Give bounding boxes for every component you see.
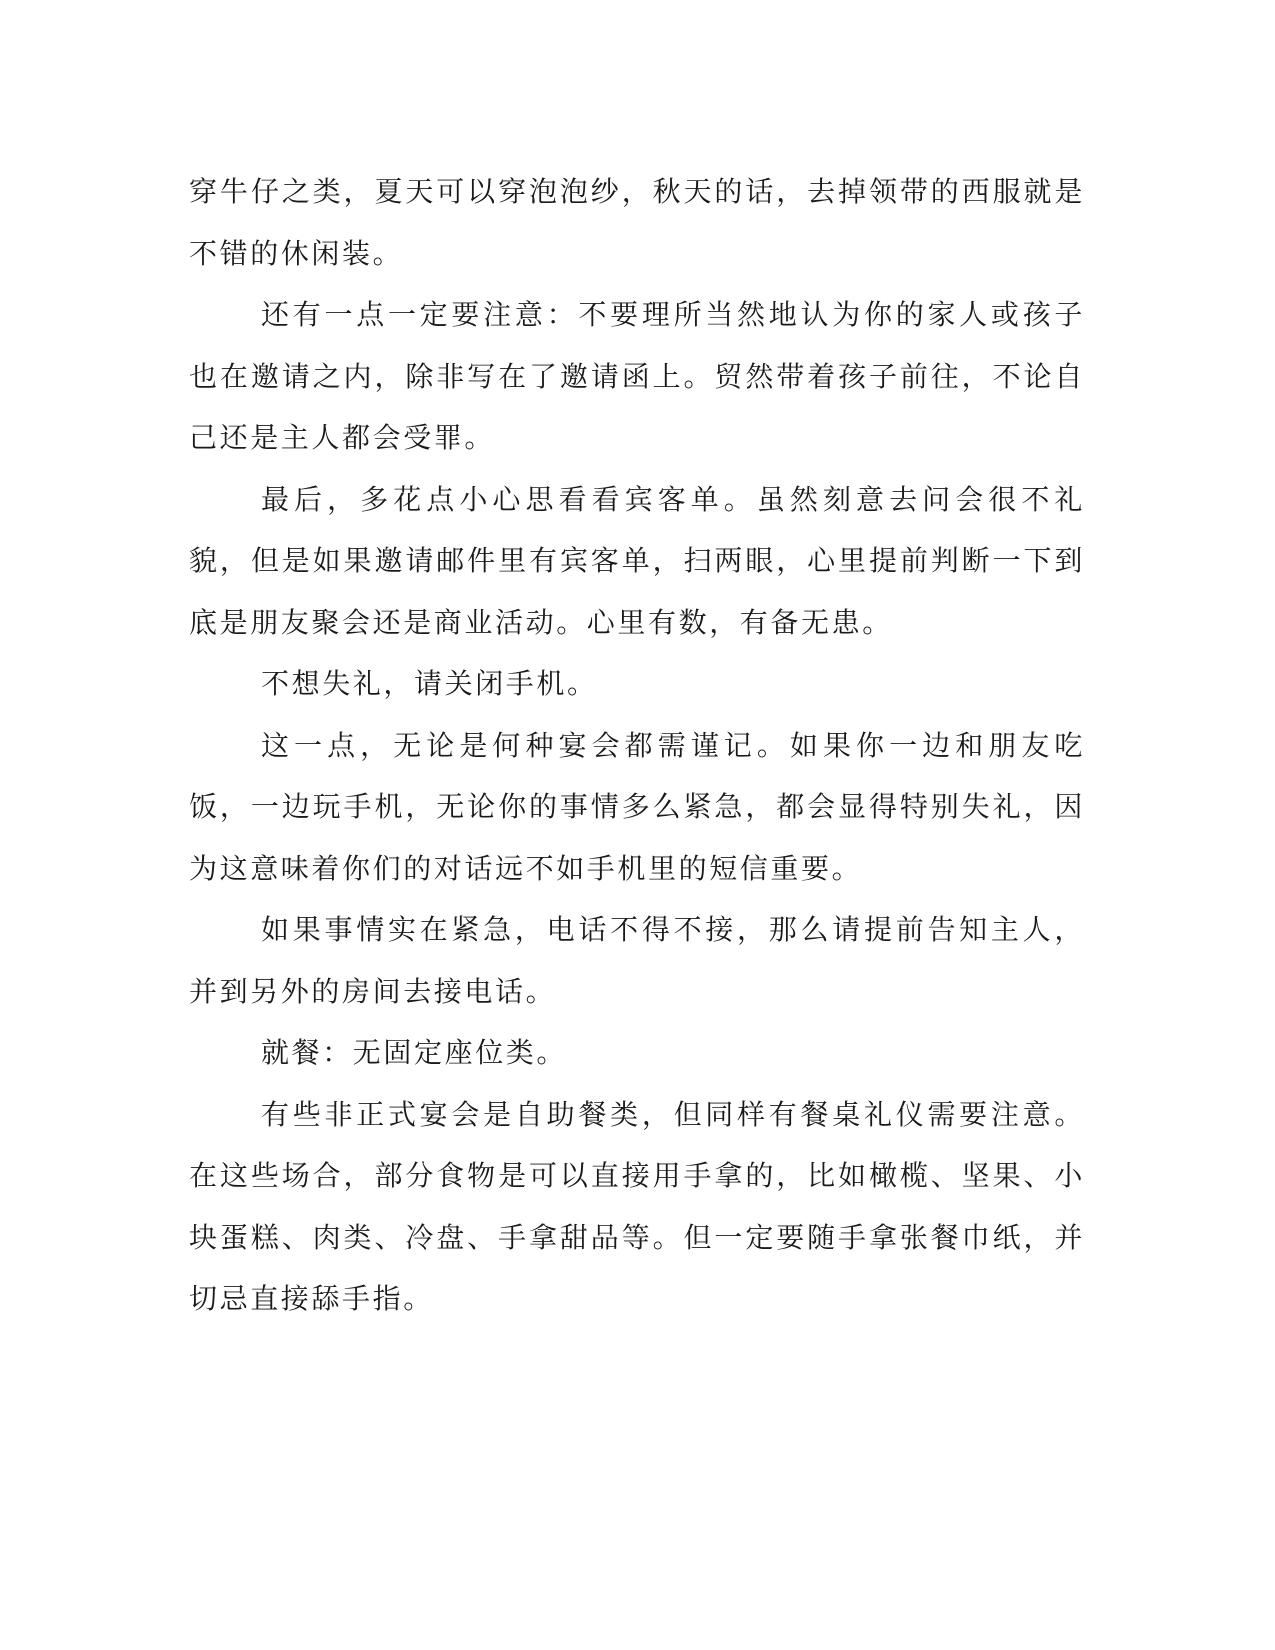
paragraph-phone-etiquette: 这一点，无论是何种宴会都需谨记。如果你一边和朋友吃饭，一边玩手机，无论你的事情多么紧急，都会显得特别失礼，因为这意味着你们的对话远不如手机里的短信重要。 [189,728,1085,885]
paragraph-continuation: 穿牛仔之类，夏天可以穿泡泡纱，秋天的话，去掉领带的西服就是不错的休闲装。 [189,175,1085,270]
paragraph-dining-heading: 就餐：无固定座位类。 [261,1036,568,1069]
paragraph-phone-heading: 不想失礼，请关闭手机。 [261,667,598,700]
paragraph-buffet-etiquette: 有些非正式宴会是自助餐类，但同样有餐桌礼仪需要注意。在这些场合，部分食物是可以直接用手拿的，比如橄榄、坚果、小块蛋糕、肉类、冷盘、手拿甜品等。但一定要随手拿张餐巾纸，并切忌直接舔手指。 [189,1097,1085,1315]
paragraph-family-invitation: 还有一点一定要注意：不要理所当然地认为你的家人或孩子也在邀请之内，除非写在了邀请函上。贸然带着孩子前往，不论自己还是主人都会受罪。 [189,298,1085,454]
paragraph-guest-list: 最后，多花点小心思看看宾客单。虽然刻意去问会很不礼貌，但是如果邀请邮件里有宾客单，扫两眼，心里提前判断一下到底是朋友聚会还是商业活动。心里有数，有备无患。 [189,482,1085,639]
paragraph-urgent-call: 如果事情实在紧急，电话不得不接，那么请提前告知主人，并到另外的房间去接电话。 [189,913,1085,1008]
document-body [189,161,1085,1330]
